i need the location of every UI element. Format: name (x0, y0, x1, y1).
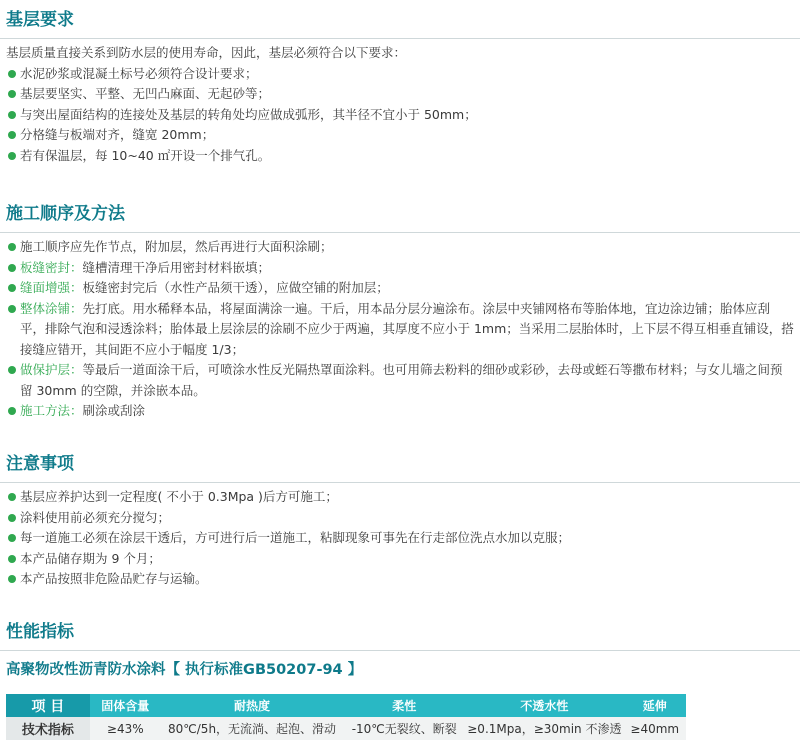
list-item: 分格缝与板端对齐，缝宽 20mm； (6, 125, 794, 146)
list-item: 若有保温层，每 10~40 ㎡开设一个排气孔。 (6, 146, 794, 167)
bullet-icon (8, 575, 16, 583)
item-key: 整体涂铺： (20, 300, 83, 316)
table-row (6, 717, 686, 740)
list-item: 每一道施工必须在涂层干透后，方可进行后一道施工，粘脚现象可事先在行走部位洗点水加以克服； (6, 528, 794, 549)
list-item: 施工方法：刷涂或刮涂 (6, 401, 794, 422)
bullet-icon (8, 305, 16, 313)
section-construction (0, 202, 800, 422)
table-cell: 80℃/5h，无流淌、起泡、滑动 (161, 717, 343, 740)
list-item: 基层要坚实、平整、无凹凸麻面、无起砂等； (6, 84, 794, 105)
table-cell: 技术指标 (6, 717, 90, 740)
table-cell: ≥43% (90, 717, 161, 740)
list-item: 做保护层：等最后一道面涂干后，可喷涂水性反光隔热罩面涂料。也可用筛去粉料的细砂或彩砂，去母或蛭石等撒布材料；与女儿墙之间预留 30mm 的空隙，并涂嵌本品。 (6, 360, 794, 401)
performance-subtitle: 高聚物改性沥青防水涂料【 执行标准GB50207-94 】 (6, 662, 363, 678)
table-header-cell: 项 目 (6, 694, 90, 717)
bullet-icon (8, 152, 16, 160)
item-key: 做保护层： (20, 362, 83, 377)
item-key: 施工方法： (20, 403, 83, 418)
bullet-icon (8, 243, 16, 251)
list-item: 本产品储存期为 9 个月； (6, 549, 794, 570)
bullet-icon (8, 534, 16, 542)
section-performance (0, 620, 800, 681)
spec-table (6, 694, 686, 740)
table-header-cell: 固体含量 (90, 694, 161, 717)
item-key: 缝面增强： (20, 280, 83, 295)
list-item: 施工顺序应先作节点，附加层，然后再进行大面积涂刷； (6, 237, 794, 258)
list-item: 水泥砂浆或混凝土标号必须符合设计要求； (6, 64, 794, 85)
bullet-icon (8, 264, 16, 272)
bullet-icon (8, 131, 16, 139)
list-item: 本产品按照非危险品贮存与运输。 (6, 569, 794, 590)
table-header-cell: 不透水性 (465, 694, 623, 717)
bullet-icon (8, 407, 16, 415)
bullet-icon (8, 493, 16, 501)
bullet-icon (8, 111, 16, 119)
table-cell: ≥0.1Mpa，≥30min 不渗透 (465, 717, 623, 740)
list-item: 涂料使用前必须充分搅匀； (6, 508, 794, 529)
bullet-icon (8, 90, 16, 98)
bullet-icon (8, 70, 16, 78)
table-cell: ≥40mm (623, 717, 686, 740)
divider (0, 650, 800, 651)
bullet-icon (8, 366, 16, 374)
divider (0, 482, 800, 483)
base-intro: 基层质量直接关系到防水层的使用寿命，因此，基层必须符合以下要求： (6, 45, 407, 60)
table-header-cell: 柔性 (343, 694, 465, 717)
section-base (0, 8, 800, 166)
bullet-icon (8, 514, 16, 522)
list-item: 板缝密封：缝槽清理干净后用密封材料嵌填； (6, 258, 794, 279)
list-item: 缝面增强：板缝密封完后（水性产品须干透），应做空铺的附加层； (6, 278, 794, 299)
list-item: 与突出屋面结构的连接处及基层的转角处均应做成弧形，其半径不宜小于 50mm； (6, 105, 794, 126)
table-cell: -10℃无裂纹、断裂 (343, 717, 465, 740)
divider (0, 232, 800, 233)
section-title-construction: 施工顺序及方法 (6, 204, 125, 224)
bullet-icon (8, 284, 16, 292)
section-title-performance: 性能指标 (6, 622, 74, 642)
section-title-notes: 注意事项 (6, 454, 74, 474)
section-notes (0, 452, 800, 590)
divider (0, 38, 800, 39)
table-header-cell: 延伸 (623, 694, 686, 717)
table-header-row (6, 694, 686, 717)
list-item: 基层应养护达到一定程度( 不小于 0.3Mpa )后方可施工； (6, 487, 794, 508)
section-title-base: 基层要求 (6, 10, 74, 30)
list-item: 整体涂铺：先打底。用水稀释本品，将屋面满涂一遍。干后，用本品分层分遍涂布。涂层中夹铺网格布等胎体地，宜边涂边铺；胎体应刮平，排除气泡和浸透涂料；胎体最上层涂层的涂刷不应少于两遍，其厚度不应小于 1mm；当采用二层胎体时，上下层不得互相垂直铺设，搭接缝应错开，其间距不应小于幅度 1/3； (6, 299, 794, 361)
table-header-cell: 耐热度 (161, 694, 343, 717)
bullet-icon (8, 555, 16, 563)
item-key: 板缝密封： (20, 259, 83, 275)
